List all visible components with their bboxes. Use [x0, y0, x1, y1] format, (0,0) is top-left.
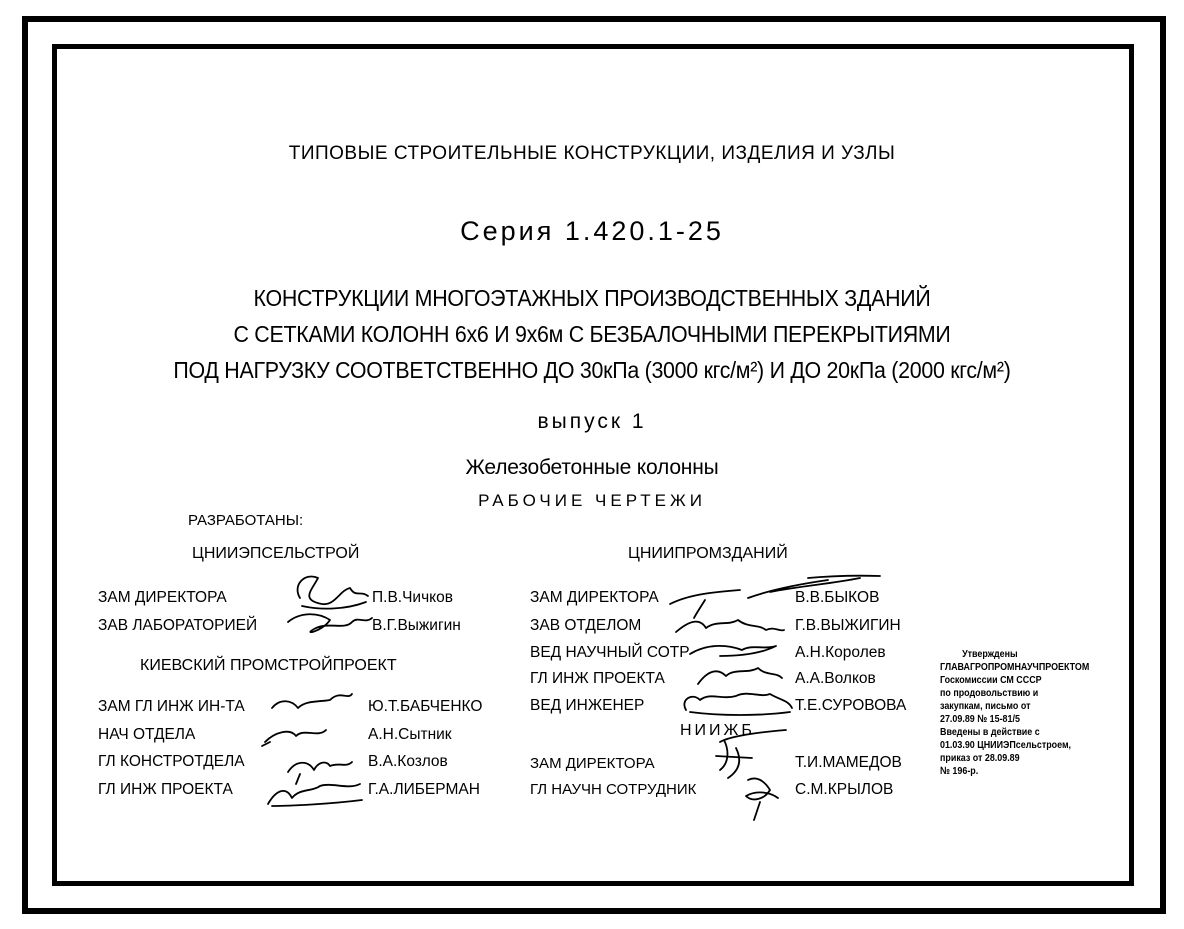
person-name: В.А.Козлов: [368, 753, 448, 770]
person-name: А.Н.Королев: [795, 644, 886, 661]
subtitle: Железобетонные колонны: [465, 456, 719, 479]
person-name: В.В.БЫКОВ: [795, 589, 880, 606]
role-label: ЗАМ ДИРЕКТОРА: [530, 755, 655, 772]
issue-number: выпуск 1: [537, 410, 647, 433]
person-name: А.Н.Сытник: [368, 726, 452, 743]
signature: [298, 576, 368, 608]
signature: [288, 614, 372, 632]
title-line-2: С СЕТКАМИ КОЛОНН 6х6 И 9х6м С БЕЗБАЛОЧНЫМИ ПЕРЕКРЫТИЯМИ: [233, 321, 951, 347]
approval-line: по продовольствию и: [940, 687, 1039, 699]
approval-line: ГЛАВАГРОПРОМНАУЧПРОЕКТОМ: [940, 661, 1090, 673]
signature: [698, 668, 782, 684]
approval-line: закупкам, письмо от: [940, 700, 1031, 712]
signature: [684, 694, 792, 715]
role-label: ГЛ КОНСТРОТДЕЛА: [98, 753, 245, 770]
signature: [746, 778, 778, 820]
approval-line: Утверждены: [962, 648, 1018, 660]
role-label: ВЕД НАУЧНЫЙ СОТР: [530, 644, 690, 661]
working-drawings-label: РАБОЧИЕ ЧЕРТЕЖИ: [478, 491, 706, 510]
org-name-tsniiepselstroy: ЦНИИЭПСЕЛЬСТРОЙ: [192, 545, 360, 562]
signature: [670, 576, 880, 618]
approval-line: 27.09.89 № 15-81/5: [940, 713, 1020, 725]
approval-line: Введены в действие с: [940, 726, 1040, 738]
approval-line: Госкомиссии СМ СССР: [940, 674, 1042, 686]
series-number: Серия 1.420.1-25: [460, 216, 724, 246]
signature: [288, 762, 352, 784]
person-name: Г.В.ВЫЖИГИН: [795, 617, 901, 634]
person-name: Т.И.МАМЕДОВ: [795, 754, 902, 771]
developed-label: РАЗРАБОТАНЫ:: [188, 512, 304, 529]
signature: [690, 646, 776, 656]
org-name-kievsky-promstroyproekt: КИЕВСКИЙ ПРОМСТРОЙПРОЕКТ: [140, 657, 397, 674]
title-line-1: КОНСТРУКЦИИ МНОГОЭТАЖНЫХ ПРОИЗВОДСТВЕННЫХ ЗДАНИЙ: [253, 285, 931, 311]
role-label: ЗАВ ОТДЕЛОМ: [530, 617, 642, 634]
org-name-tsniipromzdaniy: ЦНИИПРОМЗДАНИЙ: [628, 545, 788, 562]
title-line-3: ПОД НАГРУЗКУ СООТВЕТСТВЕННО ДО 30кПа (3000 кгс/м²) И ДО 20кПа (2000 кгс/м²): [173, 357, 1011, 383]
role-label: ВЕД ИНЖЕНЕР: [530, 697, 645, 714]
approval-line: приказ от 28.09.89: [940, 752, 1020, 764]
document-header: ТИПОВЫЕ СТРОИТЕЛЬНЫЕ КОНСТРУКЦИИ, ИЗДЕЛИЯ И УЗЛЫ: [288, 143, 896, 164]
role-label: ЗАМ ДИРЕКТОРА: [530, 589, 659, 606]
approval-line: 01.03.90 ЦНИИЭПсельстроем,: [940, 739, 1072, 751]
signature: [272, 694, 352, 708]
person-name: Т.Е.СУРОВОВА: [795, 697, 907, 714]
person-name: Ю.Т.БАБЧЕНКО: [368, 698, 483, 715]
person-name: Г.А.ЛИБЕРМАН: [368, 781, 480, 798]
signature: [676, 620, 784, 632]
role-label: ЗАМ ДИРЕКТОРА: [98, 589, 227, 606]
role-label: НАЧ ОТДЕЛА: [98, 726, 196, 743]
role-label: ЗАМ ГЛ ИНЖ ИН-ТА: [98, 698, 245, 715]
role-label: ГЛ НАУЧН СОТРУДНИК: [530, 781, 697, 798]
org-name-niizhb: НИИЖБ: [680, 722, 755, 739]
signature: [716, 730, 786, 778]
approval-line: № 196-р.: [940, 765, 979, 777]
person-name: А.А.Волков: [795, 670, 876, 687]
person-name: В.Г.Выжигин: [372, 617, 461, 634]
role-label: ЗАВ ЛАБОРАТОРИЕЙ: [98, 617, 258, 634]
person-name: С.М.КРЫЛОВ: [795, 781, 894, 798]
role-label: ГЛ ИНЖ ПРОЕКТА: [98, 781, 233, 798]
signature: [268, 784, 362, 806]
signature: [262, 730, 326, 746]
person-name: П.В.Чичков: [372, 589, 453, 606]
role-label: ГЛ ИНЖ ПРОЕКТА: [530, 670, 665, 687]
